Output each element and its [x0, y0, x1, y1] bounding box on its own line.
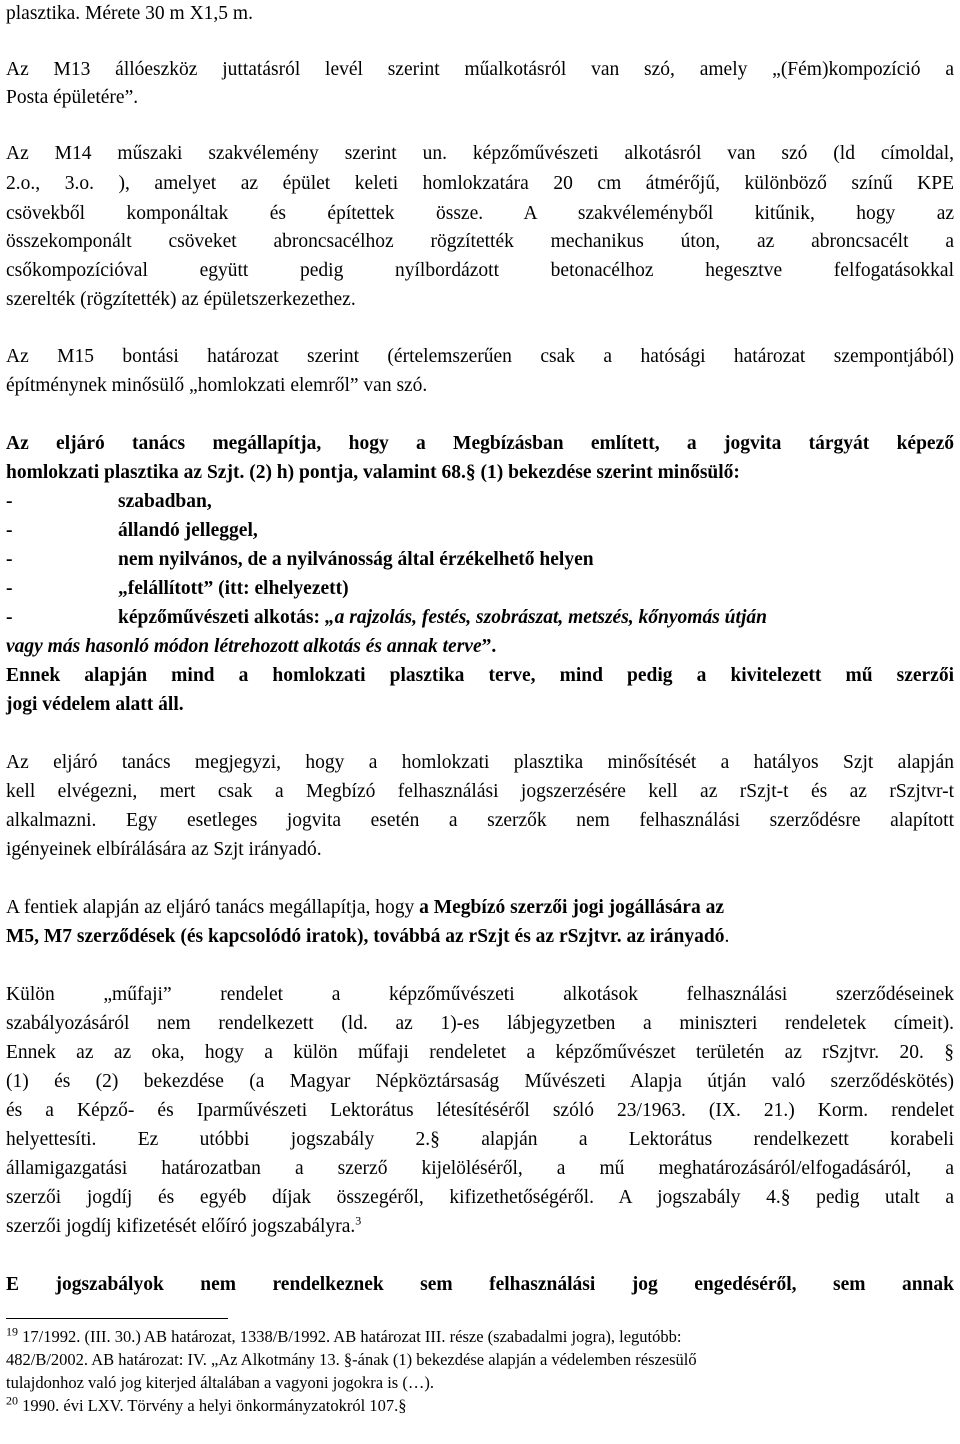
text-line-bold: Ennek alapján mind a homlokzati plasztika terve, mind pedig a kivitelezett mű szerzői — [6, 665, 954, 686]
list-dash: - — [6, 520, 13, 541]
quote-text: vagy más hasonló módon létrehozott alkotás és annak terve — [6, 636, 482, 657]
text-line: Az M13 állóeszköz juttatásról levél szerint műalkotásról van szó, amely „(Fém)kompozíció a — [6, 59, 954, 80]
text-line: Posta épületére”. — [6, 87, 139, 108]
list-item-text: szabadban, — [118, 491, 212, 512]
text-line: és a Képző- és Iparművészeti Lektorátus létesítéséről szóló 23/1963. (IX. 21.) Korm. rendelet — [6, 1100, 954, 1121]
text-line: szerelték (rögzítették) az épületszerkezethez. — [6, 289, 356, 310]
text-line-bold: jogi védelem alatt áll. — [6, 694, 184, 715]
text-line: építménynek minősülő „homlokzati elemről” van szó. — [6, 375, 428, 396]
quote-text: „a rajzolás, festés, szobrászat, metszés, kőnyomás útján — [324, 607, 767, 628]
text-run-bold: a Megbízó szerzői jogi jogállására az — [419, 897, 724, 918]
text-line: összekomponált csöveket abroncsacélhoz rögzítették mechanikus úton, az abroncsacélt a — [6, 231, 954, 252]
text-line — [6, 896, 954, 920]
footnote — [6, 1324, 954, 1347]
text-line-bold: E jogszabályok nem rendelkeznek sem felhasználási jog engedéséről, sem annak — [6, 1274, 954, 1295]
text-line — [6, 635, 954, 659]
list-item — [6, 490, 954, 514]
text-line: (1) és (2) bekezdése (a Magyar Népköztársaság Művészeti Alapja útján való szerződéskötés) — [6, 1071, 954, 1092]
list-item — [6, 606, 954, 630]
text-line: 2.o., 3.o. ), amelyet az épület keleti homlokzatára 20 cm átmérőjű, különböző színű KPE — [6, 173, 954, 194]
footnote — [6, 1393, 954, 1416]
list-item-text: „felállított” (itt: elhelyezett) — [118, 578, 349, 599]
footnote-text: 1990. évi LXV. Törvény a helyi önkormányzatokról 107.§ — [22, 1396, 407, 1415]
footnote-ref[interactable]: 3 — [355, 1213, 362, 1228]
footnote-number: 20 — [6, 1393, 18, 1408]
text-line: helyettesíti. Ez utóbbi jogszabály 2.§ alapján a Lektorátus rendelkezett korabeli — [6, 1129, 954, 1150]
list-dash: - — [6, 607, 13, 628]
list-item — [6, 519, 954, 543]
text-line: csőkompozícióval együtt pedig nyílbordázott betonacélhoz hegesztve felfogatásokkal — [6, 260, 954, 281]
list-item — [6, 577, 954, 601]
text-run: szerzői jogdíj kifizetését előíró jogszabályra. — [6, 1216, 356, 1237]
list-dash: - — [6, 578, 13, 599]
footnote-text: 17/1992. (III. 30.) AB határozat, 1338/B/1992. AB határozat III. része (szabadalmi jogra), legutóbb: — [22, 1327, 682, 1346]
text-line: államigazgatási határozatban a szerző kijelöléséről, a mű meghatározásáról/elfogadásáról, a — [6, 1158, 954, 1179]
list-dash: - — [6, 491, 13, 512]
list-item-text: állandó jelleggel, — [118, 520, 258, 541]
text-line: Az eljáró tanács megjegyzi, hogy a homlokzati plasztika minősítését a hatályos Szjt alapján — [6, 752, 954, 773]
text-line-bold: homlokzati plasztika az Szjt. (2) h) pontja, valamint 68.§ (1) bekezdése szerint minősülő: — [6, 462, 740, 483]
text-line: Az M14 műszaki szakvélemény szerint un. képzőművészeti alkotásról van szó (ld címoldal, — [6, 143, 954, 164]
text-line-bold: Az eljáró tanács megállapítja, hogy a Megbízásban említett, a jogvita tárgyát képező — [6, 433, 954, 454]
footnote: 482/B/2002. AB határozat: IV. „Az Alkotmány 13. §-ának (1) bekezdése alapján a védelemben részesülő — [6, 1350, 697, 1369]
text-line — [6, 1215, 954, 1239]
quote-close: ”. — [481, 636, 497, 657]
text-line: szerzői jogdíj és egyéb díjak összegéről, kifizethetőségéről. A jogszabály 4.§ pedig utalt a — [6, 1187, 954, 1208]
text-line: plasztika. Mérete 30 m X1,5 m. — [6, 3, 253, 24]
text-line: Az M15 bontási határozat szerint (értelemszerűen csak a hatósági határozat szempontjából) — [6, 346, 954, 367]
text-run: A fentiek alapján az eljáró tanács megállapítja, hogy — [6, 897, 420, 918]
text-line: igényeinek elbírálására az Szjt irányadó. — [6, 839, 322, 860]
list-item — [6, 548, 954, 572]
text-run: . — [724, 926, 730, 947]
text-line — [6, 925, 954, 949]
footnote-number: 19 — [6, 1324, 18, 1339]
text-run-bold: M5, M7 szerződések (és kapcsolódó iratok), továbbá az rSzjt és az rSzjtvr. az irányadó — [6, 926, 725, 947]
list-item-text: nem nyilvános, de a nyilvánosság által érzékelhető helyen — [118, 549, 594, 570]
text-line: kell elvégezni, mert csak a Megbízó felhasználási jogszerzésére kell az rSzjt-t és az rSzjtvr-t — [6, 781, 954, 802]
text-line: Külön „műfaji” rendelet a képzőművészeti alkotások felhasználási szerződéseinek — [6, 984, 954, 1005]
footnote: tulajdonhoz való jog kiterjed általában a vagyoni jogokra is (…). — [6, 1373, 434, 1392]
list-item-text: képzőművészeti alkotás: — [118, 607, 325, 628]
text-line: szabályozásáról nem rendelkezett (ld. az 1)-es lábjegyzetben a miniszteri rendeletek címeit). — [6, 1013, 954, 1034]
list-dash: - — [6, 549, 13, 570]
footnote-separator — [6, 1318, 228, 1319]
text-line: csövekből komponáltak és építettek össze. A szakvéleményből kitűnik, hogy az — [6, 203, 954, 224]
text-line: Ennek az az oka, hogy a külön műfaji rendeletet a képzőművészet területén az rSzjtvr. 20. § — [6, 1042, 954, 1063]
text-line: alkalmazni. Egy esetleges jogvita esetén a szerzők nem felhasználási szerződésre alapított — [6, 810, 954, 831]
